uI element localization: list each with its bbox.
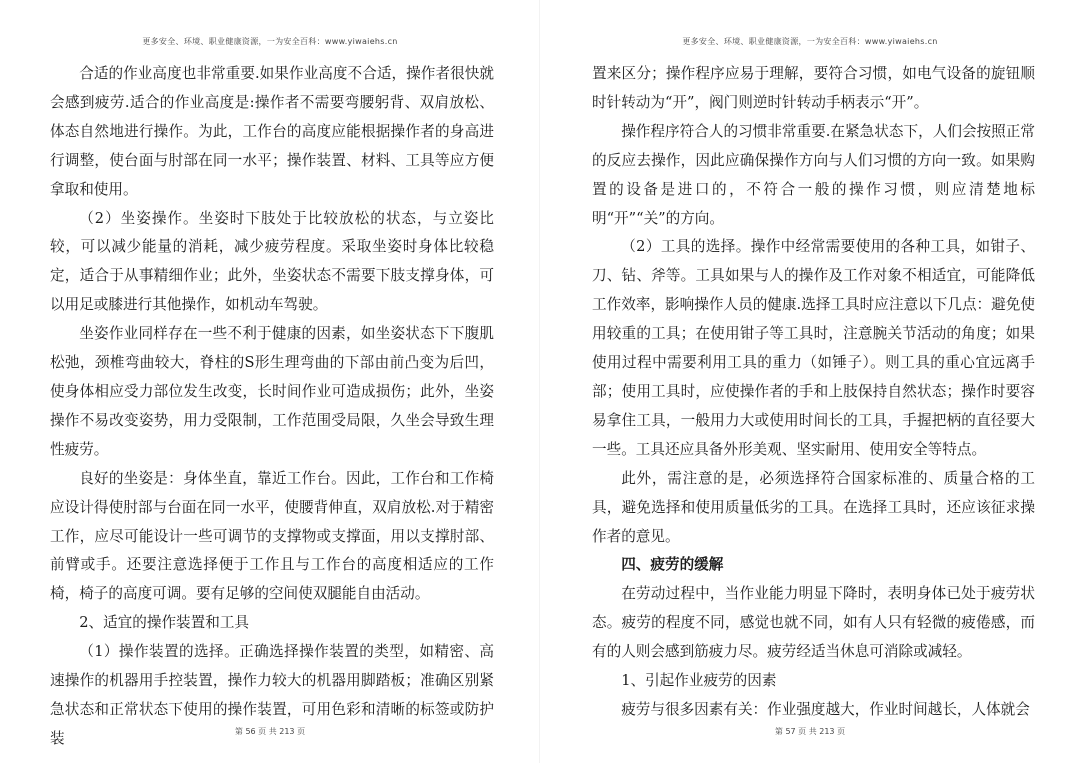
paragraph-tool-selection: （2）工具的选择。操作中经常需要使用的各种工具，如钳子、刀、钻、斧等。工具如果与人的操作及工作对象不相适宜，可能降低工作效率，影响操作人员的健康.选择工具时应注意以下几点：避免使用较重的工具；在使用钳子等工具时，注意腕关节活动的角度；如果使用过程中需要利用工具的重力（如锤子）。则工具的重心宜远离手部；使用工具时，应使操作者的手和上肢保持自然状态；操作时要容易拿住工具，一般用力大或使用时间长的工具，手握把柄的直径要大一些。工具还应具备外形美观、坚实耐用、使用安全等特点。 [592, 238, 1035, 458]
paragraph-work-height: 合适的作业高度也非常重要.如果作业高度不合适，操作者很快就会感到疲劳.适合的作业高度是:操作者不需要弯腰躬背、双肩放松、体态自然地进行操作。为此，工作台的高度应能根据操作者的身高进行调整，使台面与肘部在同一水平；操作装置、材料、工具等应方便拿取和使用。 [50, 65, 494, 198]
paragraph-good-posture: 良好的坐姿是：身体坐直，靠近工作台。因此，工作台和工作椅应设计得使肘部与台面在同一水平，使腰背伸直，双肩放松.对于精密工作，应尽可能设计一些可调节的支撑物或支撑面，用以支撑肘部、前臂或手。还要注意选择便于工作且与工作台的高度相适应的工作椅，椅子的高度可调。要有足够的空间使双腿能自由活动。 [50, 469, 494, 603]
paragraph-sitting-drawbacks: 坐姿作业同样存在一些不利于健康的因素，如坐姿状态下下腹肌松弛，颈椎弯曲较大，脊柱的S形生理弯曲的下部由前凸变为后凹，使身体相应受力部位发生改变，长时间作业可造成损伤；此外，坐姿操作不易改变姿势，用力受限制，工作范围受局限，久坐会导致生理性疲劳。 [50, 325, 494, 458]
paragraph-tool-standards: 此外，需注意的是，必须选择符合国家标准的、质量合格的工具，避免选择和使用质量低劣的工具。在选择工具时，还应该征求操作者的意见。 [592, 469, 1035, 545]
subheading-fatigue-factors: 1、引起作业疲劳的因素 [621, 672, 777, 690]
page-number: 第 56 页 共 213 页 [234, 727, 306, 736]
page-header: 更多安全、环境、职业健康资源，一为安全百科：www.yiwaiehs.cn [682, 37, 938, 46]
subheading-operating-devices: 2、适宜的操作装置和工具 [79, 614, 250, 632]
right-page [540, 0, 1080, 763]
paragraph-continued: 置来区分；操作程序应易于理解，要符合习惯，如电气设备的旋钮顺时针转动为“开”，阀门则逆时针转动手柄表示“开”。 [592, 65, 1035, 111]
section-heading: 四、疲劳的缓解 [621, 556, 724, 574]
page-body [50, 60, 494, 754]
paragraph-device-selection: （1）操作装置的选择。正确选择操作装置的类型，如精密、高速操作的机器用手控装置，操作力较大的机器用脚踏板；准确区别紧急状态和正常状态下使用的操作装置，可用色彩和清晰的标签或防护装 [50, 643, 494, 747]
paragraph-operating-habits: 操作程序符合人的习惯非常重要.在紧急状态下，人们会按照正常的反应去操作，因此应确保操作方向与人们习惯的方向一致。如果购置的设备是进口的，不符合一般的操作习惯，则应清楚地标明“开”“关”的方向。 [592, 122, 1035, 227]
paragraph-sitting-operation: （2）坐姿操作。坐姿时下肢处于比较放松的状态，与立姿比较，可以减少能量的消耗，减少疲劳程度。采取坐姿时身体比较稳定，适合于从事精细作业；此外，坐姿状态不需要下肢支撑身体，可以用足或膝进行其他操作，如机动车驾驶。 [50, 209, 494, 314]
page-body [592, 60, 1035, 725]
paragraph-fatigue-causes: 疲劳与很多因素有关：作业强度越大，作业时间越长，人体就会 [621, 700, 1030, 718]
page-header: 更多安全、环境、职业健康资源，一为安全百科：www.yiwaiehs.cn [142, 37, 398, 46]
paragraph-fatigue-state: 在劳动过程中，当作业能力明显下降时，表明身体已处于疲劳状态。疲劳的程度不同，感觉也就不同，如有人只有轻微的疲倦感，而有的人则会感到筋疲力尽。疲劳经适当休息可消除或减轻。 [592, 585, 1035, 661]
page-number: 第 57 页 共 213 页 [774, 727, 846, 736]
